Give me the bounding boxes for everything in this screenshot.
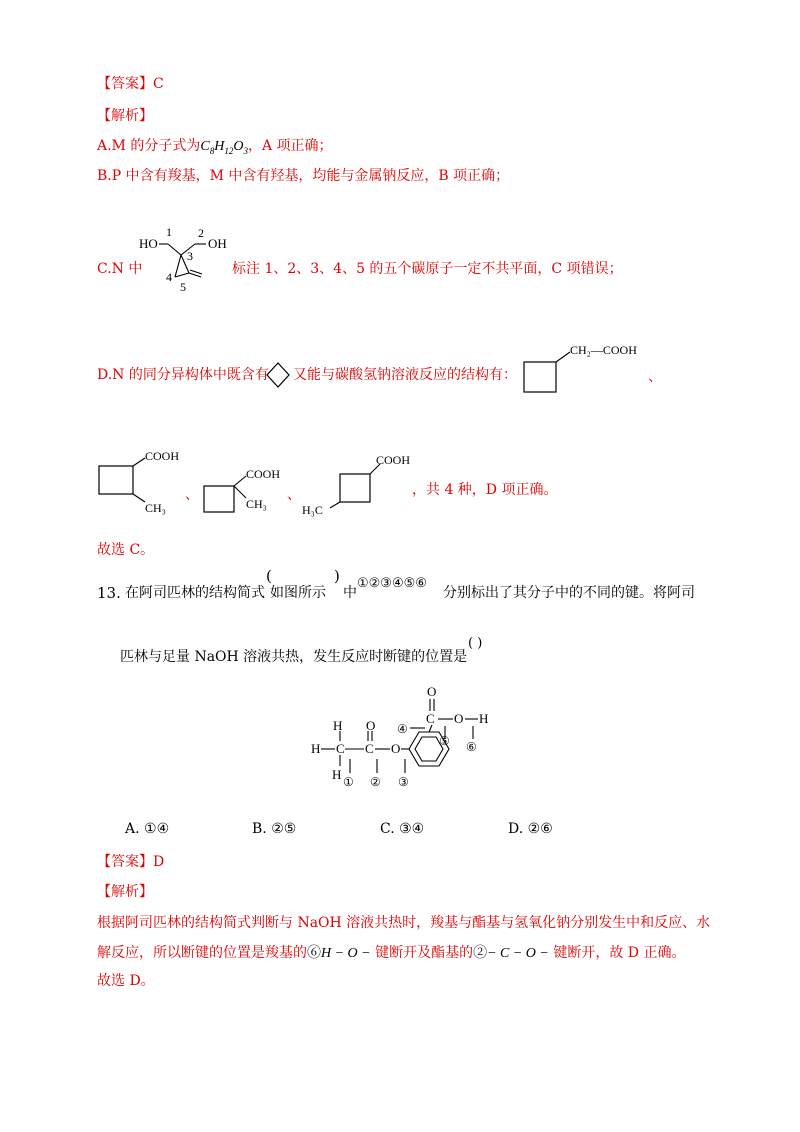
question-text-2: 中	[343, 585, 357, 601]
option-c-letter: C.	[380, 821, 395, 837]
option-b-explanation: B.P 中含有羧基，M 中含有羟基，均能与金属钠反应，B 项正确；	[97, 168, 510, 184]
atom-o-carbonyl: O	[366, 718, 376, 733]
atom-h-top: H	[333, 718, 343, 733]
option-d-value: ②⑥	[527, 821, 553, 837]
option-c-prefix: C.N 中	[97, 261, 143, 277]
option-b[interactable]	[252, 820, 296, 838]
isomer-4-cooh: COOH	[376, 453, 411, 467]
atom-o-acid-carbonyl: O	[427, 684, 437, 699]
bond-2-symbol: ②	[473, 945, 488, 961]
cyclobutane-ring-icon	[265, 361, 291, 389]
isomer-3-cooh: COOH	[246, 467, 281, 481]
structure-n-diagram	[135, 222, 235, 296]
bond-6-symbol: ⑥	[307, 945, 321, 961]
option-c-explanation: 标注 1、2、3、4、5 的五个碳原子一定不共平面，C 项错误；	[232, 261, 623, 277]
struct-label-3: 3	[187, 249, 193, 263]
struct-label-4: 4	[166, 270, 172, 284]
question-number: 13.	[97, 584, 121, 602]
question-text-3: 分别标出了其分子中的不同的键。将阿司	[443, 585, 695, 601]
atom-h-bottom: H	[332, 767, 342, 782]
isomer-1-structure	[520, 338, 650, 398]
molecular-formula: $C_8H_{12}O_3$	[200, 139, 248, 156]
bond-label-3: ③	[398, 775, 409, 789]
c-o-bond: − C − O −	[487, 946, 549, 961]
atom-c-ester: C	[365, 741, 374, 756]
line2-part-g: 键断开，故 D 正确。	[553, 945, 686, 961]
paren-close: )	[334, 567, 340, 585]
struct-ho: HO	[139, 236, 158, 251]
paren-note: 如图所示	[270, 585, 326, 601]
separator-1: 、	[648, 369, 662, 385]
atom-o-acid: O	[454, 711, 464, 726]
atom-o-ester: O	[391, 741, 401, 756]
struct-oh: OH	[208, 236, 227, 251]
answer-2-conclusion: 故选 D。	[97, 973, 155, 989]
question-text-4: 匹林与足量 NaOH 溶液共热，发生反应时断键的位置是	[120, 649, 468, 665]
bond-label-4: ④	[397, 722, 408, 736]
option-b-value: ②⑤	[271, 821, 297, 837]
aspirin-structure-diagram	[305, 683, 505, 803]
option-b-letter: B.	[252, 821, 267, 837]
struct-label-1: 1	[166, 225, 172, 239]
isomer-1-label: CH₂—COOH	[570, 343, 637, 357]
option-a-suffix: ，A 项正确；	[247, 138, 333, 154]
bond-label-5: ⑤	[439, 734, 450, 748]
line2-part-a: 解反应，所以断键的位置是羧基的	[97, 945, 307, 961]
option-d-suffix: 又能与碳酸氢钠溶液反应的结构有：	[293, 367, 517, 383]
option-c-value: ③④	[399, 821, 425, 837]
isomer-2-ch3: CH₃	[145, 501, 166, 515]
analysis-2-line-1: 根据阿司匹林的结构简式判断与 NaOH 溶液共热时，羧基与酯基与氢氧化钠分别发生中和反应、水	[97, 915, 711, 931]
analysis-2-line-2	[97, 944, 685, 963]
answer-1-conclusion: 故选 C。	[97, 542, 155, 558]
atom-h-left: H	[311, 741, 321, 756]
isomer-4-h3c: H₃C	[302, 503, 323, 517]
option-d-letter: D.	[508, 821, 524, 837]
separator-2: 、	[185, 487, 199, 503]
struct-label-2: 2	[198, 226, 204, 240]
bond-label-2: ②	[370, 775, 381, 789]
h-o-bond: H − O −	[321, 946, 371, 961]
answer-blank: ( )	[468, 636, 483, 651]
atom-c-acid: C	[426, 711, 435, 726]
bond-label-1: ①	[343, 775, 354, 789]
isomer-2-cooh: COOH	[145, 449, 180, 463]
question-text-1: 在阿司匹林的结构简式	[125, 585, 265, 601]
analysis-label: 【解析】	[97, 108, 153, 124]
atom-h-acid: H	[479, 711, 489, 726]
isomer-2-structure	[95, 446, 185, 516]
option-d[interactable]	[508, 820, 553, 838]
circled-numbers: ①②③④⑤⑥	[357, 576, 427, 591]
option-a-prefix: A.M 的分子式为	[97, 138, 201, 154]
option-d-end: ，共 4 种，D 项正确。	[412, 482, 558, 498]
option-a-value: ①④	[144, 821, 170, 837]
paren-open: (	[266, 567, 272, 585]
atom-c-methyl: C	[336, 741, 345, 756]
answer-2-label: 【答案】D	[97, 854, 165, 870]
option-d-prefix: D.N 的同分异构体中既含有	[97, 367, 269, 383]
isomer-3-structure	[200, 462, 290, 522]
analysis-2-label: 【解析】	[97, 884, 153, 900]
answer-label: 【答案】C	[97, 76, 164, 92]
option-c[interactable]	[380, 820, 424, 838]
option-a[interactable]	[125, 820, 169, 838]
line2-part-d: 键断开及酯基的	[375, 945, 474, 961]
option-a-letter: A.	[125, 821, 140, 837]
separator-3: 、	[287, 487, 301, 503]
bond-label-6: ⑥	[466, 740, 477, 754]
struct-label-5: 5	[180, 280, 186, 294]
isomer-4-structure	[300, 448, 420, 520]
isomer-3-ch3: CH₃	[246, 497, 267, 511]
option-a-explanation	[97, 137, 333, 160]
